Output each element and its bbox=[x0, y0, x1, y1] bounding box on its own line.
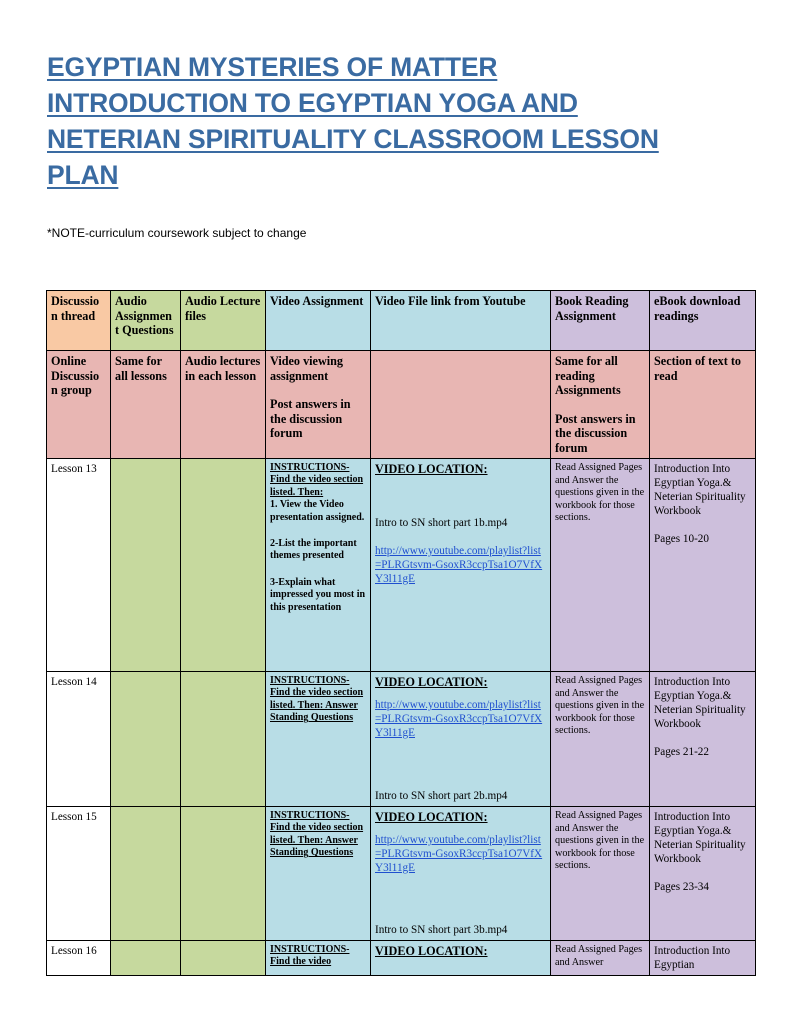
col-header-video-link: Video File link from Youtube bbox=[371, 291, 551, 351]
book-reading-cell: Read Assigned Pages and Answer the questions given in the workbook for those sections. bbox=[551, 807, 650, 941]
instructions-cell bbox=[266, 672, 371, 807]
lesson-plan-table bbox=[46, 290, 756, 976]
video-location-heading: VIDEO LOCATION: bbox=[375, 810, 488, 824]
subheader-audio-questions: Same for all lessons bbox=[111, 351, 181, 459]
youtube-playlist-link[interactable]: http://www.youtube.com/playlist?list=PLRGtsvm-GsoxR3ccpTsa1O7VfXY3l11gE bbox=[375, 545, 543, 585]
video-file-name: Intro to SN short part 2b.mp4 bbox=[375, 790, 508, 802]
col-header-audio-lectures: Audio Lecture files bbox=[181, 291, 266, 351]
audio-lecture-cell bbox=[181, 672, 266, 807]
title-line: EGYPTIAN MYSTERIES OF MATTER bbox=[47, 52, 498, 82]
ebook-cell bbox=[650, 459, 756, 672]
instructions-cell bbox=[266, 459, 371, 672]
ebook-pages: Pages 10-20 bbox=[654, 533, 709, 545]
curriculum-note: *NOTE-curriculum coursework subject to change bbox=[47, 226, 307, 240]
subheader-video-line2: Post answers in the discussion forum bbox=[270, 397, 351, 440]
subheader-ebook: Section of text to read bbox=[650, 351, 756, 459]
video-location-heading: VIDEO LOCATION: bbox=[375, 944, 488, 958]
ebook-pages: Pages 23-34 bbox=[654, 881, 709, 893]
subheader-book-line1: Same for all reading Assignments bbox=[555, 354, 621, 397]
page-title bbox=[47, 49, 767, 193]
audio-lecture-cell bbox=[181, 459, 266, 672]
video-location-heading: VIDEO LOCATION: bbox=[375, 462, 488, 476]
lesson-label: Lesson 13 bbox=[47, 459, 111, 672]
book-reading-cell: Read Assigned Pages and Answer bbox=[551, 941, 650, 976]
lesson-row bbox=[47, 672, 756, 807]
instructions-subtitle: Find the video section listed. Then: Answer Standing Questions bbox=[270, 687, 364, 724]
youtube-playlist-link[interactable]: http://www.youtube.com/playlist?list=PLRGtsvm-GsoxR3ccpTsa1O7VfXY3l11gE bbox=[375, 834, 543, 874]
video-location-heading: VIDEO LOCATION: bbox=[375, 675, 488, 689]
title-line: INTRODUCTION TO EGYPTIAN YOGA AND bbox=[47, 88, 578, 118]
video-file-name: Intro to SN short part 3b.mp4 bbox=[375, 924, 508, 936]
ebook-title: Introduction Into Egyptian Yoga.& Neterian Spirituality Workbook bbox=[654, 811, 746, 865]
col-header-discussion: Discussio n thread bbox=[47, 291, 111, 351]
video-file-name: Intro to SN short part 1b.mp4 bbox=[375, 517, 508, 529]
instruction-step: 1. View the Video presentation assigned. bbox=[270, 499, 365, 523]
instructions-subtitle: Find the video section listed. Then: bbox=[270, 474, 364, 498]
instructions-title: INSTRUCTIONS- bbox=[270, 675, 350, 686]
title-line: PLAN bbox=[47, 160, 119, 190]
instruction-step: 3-Explain what impressed you most in this presentation bbox=[270, 576, 366, 613]
header-row-1 bbox=[47, 291, 756, 351]
subheader-video-link bbox=[371, 351, 551, 459]
book-reading-cell: Read Assigned Pages and Answer the questions given in the workbook for those sections. bbox=[551, 672, 650, 807]
title-line: NETERIAN SPIRITUALITY CLASSROOM LESSON bbox=[47, 124, 659, 154]
ebook-title: Introduction Into Egyptian Yoga.& Neterian Spirituality Workbook bbox=[654, 463, 746, 517]
ebook-pages: Pages 21-22 bbox=[654, 746, 709, 758]
audio-lecture-cell bbox=[181, 807, 266, 941]
lesson-label: Lesson 14 bbox=[47, 672, 111, 807]
video-link-cell bbox=[371, 672, 551, 807]
lesson-label: Lesson 16 bbox=[47, 941, 111, 976]
subheader-book bbox=[551, 351, 650, 459]
book-reading-cell: Read Assigned Pages and Answer the questions given in the workbook for those sections. bbox=[551, 459, 650, 672]
subheader-book-line2: Post answers in the discussion forum bbox=[555, 411, 636, 455]
video-link-cell bbox=[371, 807, 551, 941]
ebook-cell: Introduction Into Egyptian bbox=[650, 941, 756, 976]
youtube-playlist-link[interactable]: http://www.youtube.com/playlist?list=PLRGtsvm-GsoxR3ccpTsa1O7VfXY3l11gE bbox=[375, 699, 543, 739]
instructions-subtitle: Find the video section listed. Then: Answer Standing Questions bbox=[270, 822, 364, 859]
header-row-2 bbox=[47, 351, 756, 459]
subheader-discussion: Online Discussio n group bbox=[47, 351, 111, 459]
lesson-row bbox=[47, 941, 756, 976]
audio-questions-cell bbox=[111, 672, 181, 807]
lesson-label: Lesson 15 bbox=[47, 807, 111, 941]
audio-questions-cell bbox=[111, 941, 181, 976]
instructions-cell bbox=[266, 807, 371, 941]
col-header-video: Video Assignment bbox=[266, 291, 371, 351]
lesson-row bbox=[47, 807, 756, 941]
lesson-row bbox=[47, 459, 756, 672]
subheader-video-line1: Video viewing assignment bbox=[270, 354, 344, 383]
audio-questions-cell bbox=[111, 807, 181, 941]
col-header-ebook: eBook download readings bbox=[650, 291, 756, 351]
audio-questions-cell bbox=[111, 459, 181, 672]
instructions-cell bbox=[266, 941, 371, 976]
col-header-book: Book Reading Assignment bbox=[551, 291, 650, 351]
ebook-cell bbox=[650, 672, 756, 807]
subheader-video bbox=[266, 351, 371, 459]
video-link-cell bbox=[371, 941, 551, 976]
subheader-audio-lectures: Audio lectures in each lesson bbox=[181, 351, 266, 459]
instructions-title: INSTRUCTIONS- bbox=[270, 810, 350, 821]
instructions-title: INSTRUCTIONS- bbox=[270, 462, 350, 473]
instructions-subtitle: Find the video bbox=[270, 956, 332, 968]
ebook-cell bbox=[650, 807, 756, 941]
col-header-audio-questions: Audio Assignmen t Questions bbox=[111, 291, 181, 351]
audio-lecture-cell bbox=[181, 941, 266, 976]
ebook-title: Introduction Into Egyptian Yoga.& Neterian Spirituality Workbook bbox=[654, 676, 746, 730]
video-link-cell bbox=[371, 459, 551, 672]
instruction-step: 2-List the important themes presented bbox=[270, 538, 357, 562]
instructions-title: INSTRUCTIONS- bbox=[270, 944, 350, 955]
